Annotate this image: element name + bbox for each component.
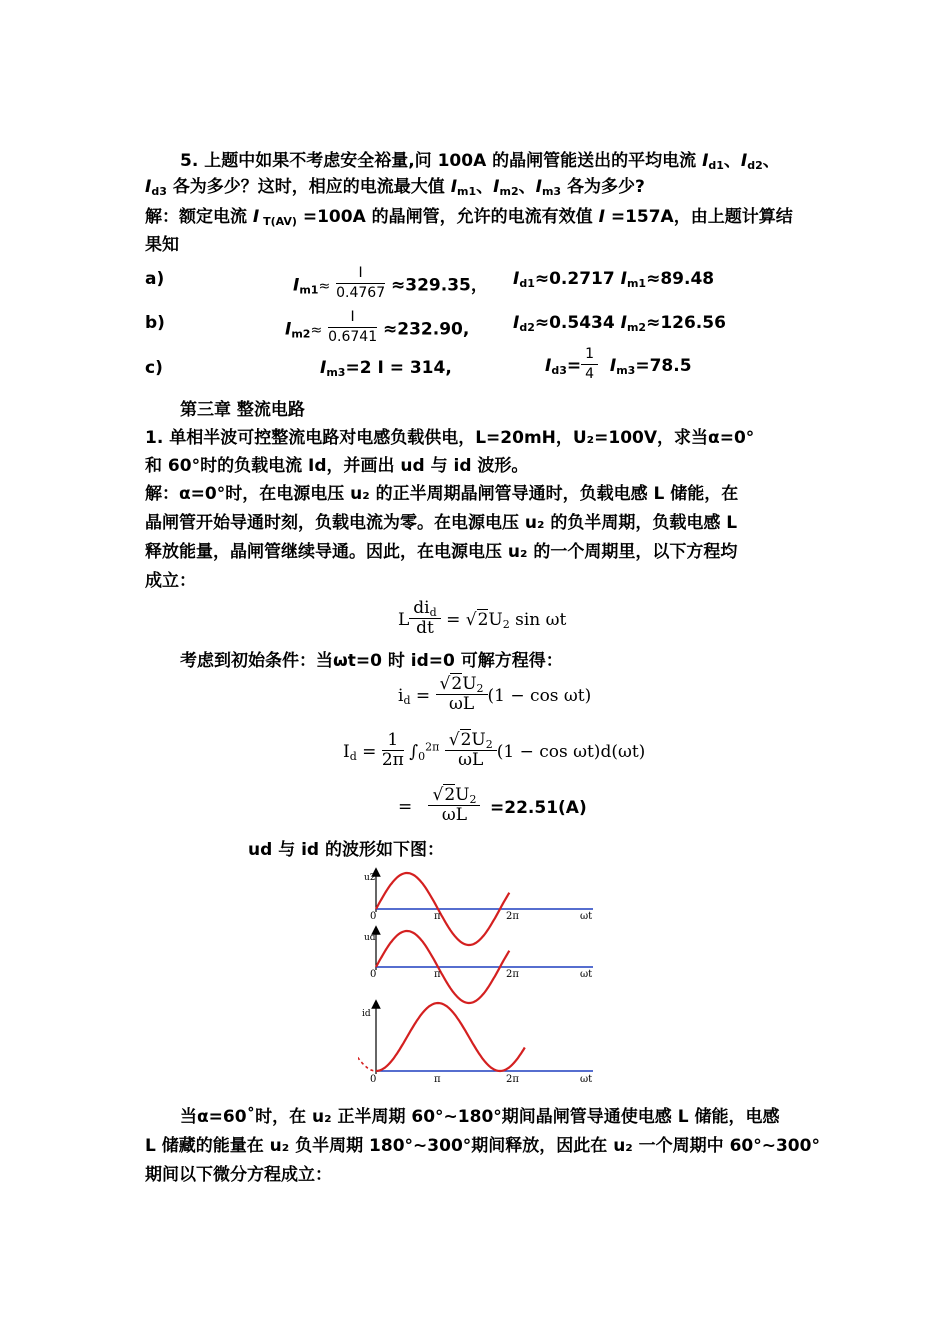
- q5-b-id: $I_{d2}\approx 0.5434$ $I_{m2}\approx 126.56$: [513, 313, 726, 334]
- q1-result: =22.51(A): [490, 798, 587, 818]
- equation-Id-integral: $I_d$ = $\frac{1}{2\pi}$ $\int_0^{2\pi}$ $\frac{√2U_2}{\omega L}$ (1 − cos ωt)d(ωt): [343, 730, 646, 770]
- label-ud: ud: [364, 933, 376, 943]
- equation-Id-result: = $\frac{√2U_2}{\omega L}$: [398, 785, 480, 829]
- q1-alpha60-line2: L 储藏的能量在 u₂ 负半周期 180°~300°期间释放，因此在 u₂ 一个周期中 60°~300°: [145, 1136, 820, 1156]
- svg-text:0: 0: [370, 969, 377, 980]
- q5-c-im: $I_{m3}=2$ I = 314,: [320, 358, 452, 379]
- q1-alpha60-line3: 期间以下微分方程成立：: [145, 1165, 332, 1185]
- q5-line1-tail: 各为多少？这时，相应的电流最大值: [166, 177, 451, 197]
- svg-text:ωt: ωt: [580, 911, 593, 922]
- q5-line1: 5. 上题中如果不考虑安全裕量,问 100A 的晶闸管能送出的平均电流 $I_{d1}$、$I_{d2}$、: [180, 151, 780, 172]
- q5-sol-tail: =157A，由上题计算结: [604, 207, 793, 227]
- q5-b-im: $I_{m2}\approx$ $\frac{I}{0.6741}$ ≈232.90,: [285, 309, 470, 345]
- q1-sol2: 晶闸管开始导通时刻，负载电流为零。在电源电压 u₂ 的负半周期，负载电感 L: [145, 513, 738, 533]
- q5-c-id: $I_{d3}=$ $\frac{1}{4}$ $I_{m3}=78.5$: [545, 345, 692, 382]
- q5-a-im: $I_{m1}\approx$ $\frac{I}{0.4767}$ ≈329.35，: [293, 265, 488, 301]
- q5-solution-line1: 解：额定电流 I $_{T(AV)}$ =100A 的晶闸管，允许的电流有效值 I =157A，由上题计算结: [145, 207, 793, 228]
- q5-a-fraction: $\frac{I}{0.4767}$: [336, 265, 386, 301]
- svg-text:π: π: [434, 911, 441, 922]
- label-u2: u2: [364, 873, 376, 883]
- q5-line2: $I_{d3}$ 各为多少？这时，相应的电流最大值 $I_{m1}$、$I_{m2}$、$I_{m3}$ 各为多少?: [145, 177, 645, 198]
- waveform-figure: [358, 864, 608, 1094]
- q5-line1-text: 5. 上题中如果不考虑安全裕量,问 100A 的晶闸管能送出的平均电流: [180, 151, 703, 171]
- svg-text:π: π: [434, 1074, 441, 1085]
- quarter-fraction: $\frac{1}{4}$: [581, 345, 598, 384]
- q1-wave-caption: ud 与 id 的波形如下图：: [248, 840, 445, 860]
- q1-line2: 和 60°时的负载电流 Id，并画出 ud 与 id 波形。: [145, 456, 529, 476]
- equation-differential: L $\frac{di_d}{dt}$ = $√2U_2$ sin ωt: [398, 598, 567, 638]
- svg-text:0: 0: [370, 1074, 377, 1085]
- q5-a-label: a): [145, 269, 165, 289]
- svg-text:0: 0: [370, 911, 377, 922]
- q5-solution-line2: 果知: [145, 235, 179, 255]
- svg-text:ωt: ωt: [580, 969, 593, 980]
- svg-text:2π: 2π: [506, 911, 519, 922]
- q5-sol-prefix: 解：额定电流: [145, 207, 253, 227]
- q1-sol4: 成立：: [145, 571, 196, 591]
- svg-text:2π: 2π: [506, 969, 519, 980]
- q5-c-label: c): [145, 358, 163, 378]
- q1-init-condition: 考虑到初始条件：当ωt=0 时 id=0 可解方程得：: [180, 651, 563, 671]
- q1-line1: 1. 单相半波可控整流电路对电感负载供电，L=20mH，U₂=100V，求当α=0°: [145, 428, 755, 448]
- svg-text:ωt: ωt: [580, 1074, 593, 1085]
- q1-sol1: 解：α=0°时，在电源电压 u₂ 的正半周期晶闸管导通时，负载电感 L 储能，在: [145, 484, 739, 504]
- chapter-title: 第三章 整流电路: [180, 400, 305, 420]
- q1-sol3: 释放能量，晶闸管继续导通。因此，在电源电压 u₂ 的一个周期里，以下方程均: [145, 542, 738, 562]
- q1-alpha60-line1: 当α=60˚时，在 u₂ 正半周期 60°~180°期间晶闸管导通使电感 L 储能，电感: [180, 1107, 780, 1127]
- q5-line1-tail2: 各为多少?: [561, 177, 645, 197]
- svg-text:2π: 2π: [506, 1074, 519, 1085]
- equation-id: $i_d$ = $\frac{√2U_2}{\omega L}$ (1 − cos ωt): [398, 674, 592, 714]
- svg-text:π: π: [434, 969, 441, 980]
- label-id: id: [362, 1009, 371, 1019]
- q5-sol-mid: =100A 的晶闸管，允许的电流有效值: [296, 207, 599, 227]
- q5-b-label: b): [145, 313, 165, 333]
- q5-a-id: $I_{d1}\approx 0.2717$ $I_{m1}\approx 89.48$: [513, 269, 715, 290]
- q5-b-fraction: $\frac{I}{0.6741}$: [328, 309, 378, 345]
- waveform-id-panel: [358, 1003, 593, 1085]
